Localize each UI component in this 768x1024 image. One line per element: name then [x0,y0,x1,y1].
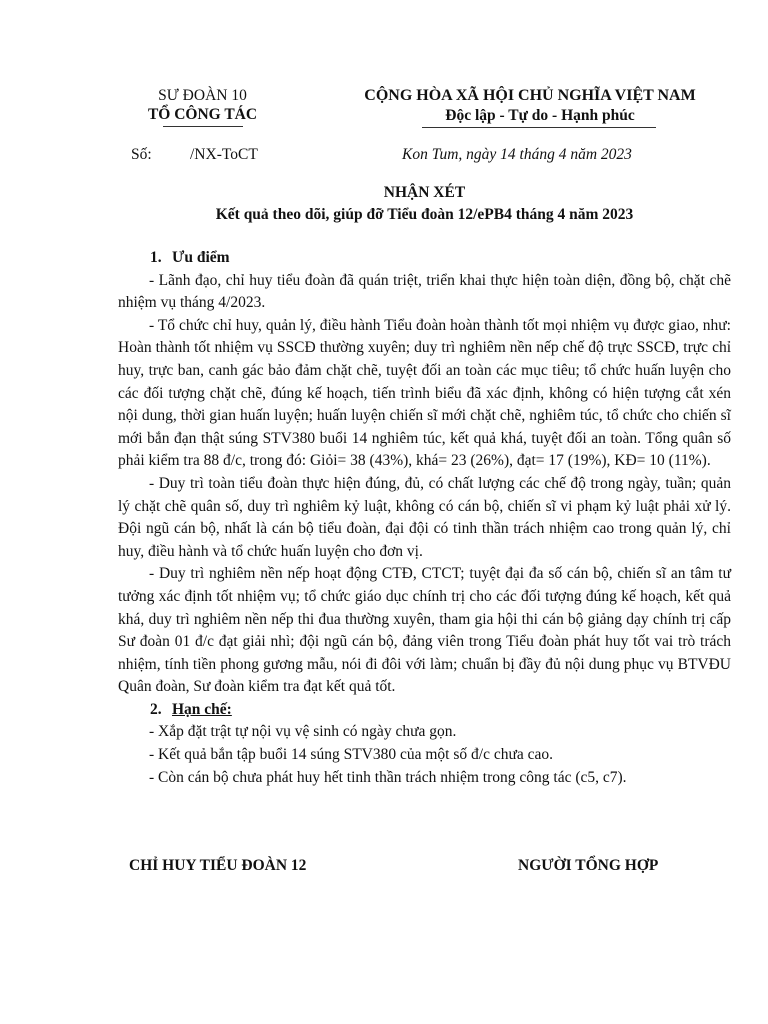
section-1-paragraph: - Duy trì nghiêm nền nếp hoạt động CTĐ, CTCT; tuyệt đại đa số cán bộ, chiến sĩ an tâm tư tưởng xác định tốt nhiệm vụ; tổ chức giáo dục chính trị cho các đối tượng đúng kế hoạch, kết quả khá, duy trì nghiêm nền nếp thi đua thường xuyên, tham gia hội thi cán bộ giảng dạy chính trị cấp Sư đoàn 01 đ/c đạt giải nhì; đội ngũ cán bộ, đảng viên trong Tiểu đoàn phát huy tốt vai trò trách nhiệm, tính tiền phong gương mẫu, nói đi đôi với làm; chuẩn bị đầy đủ nội dung phục vụ BTVĐU Quân đoàn, Sư đoàn kiểm tra đạt kết quả tốt. [118,565,731,696]
section-1-paragraph: - Duy trì toàn tiểu đoàn thực hiện đúng, đủ, có chất lượng các chế độ trong ngày, tuần; quản lý chặt chẽ quân số, duy trì nghiêm kỷ luật, không có cán bộ, chiến sĩ vi phạm kỷ luật phải xử lý. Đội ngũ cán bộ, nhất là cán bộ tiểu đoàn, đại đội có tinh thần trách nhiệm cao trong quản lý, chỉ huy, điều hành và tổ chức huấn luyện cho đơn vị. [118,474,731,560]
place-and-date: Kon Tum, ngày 14 tháng 4 năm 2023 [402,146,632,163]
section-2-item: - Kết quả bắn tập buổi 14 súng STV380 của một số đ/c chưa cao. [149,746,553,764]
section-1-number: 1. [150,249,162,266]
section-1-paragraph: - Lãnh đạo, chỉ huy tiểu đoàn đã quán triệt, triển khai thực hiện toàn diện, đồng bộ, chặt chẽ nhiệm vụ tháng 4/2023. [118,271,731,312]
signature-left-title: CHỈ HUY TIỂU ĐOÀN 12 [129,857,307,874]
left-header-rule [163,126,243,127]
org-name: SƯ ĐOÀN 10 [158,87,247,104]
section-1-heading [118,247,731,270]
section-2-item: - Còn cán bộ chưa phát huy hết tinh thần trách nhiệm trong công tác (c5, c7). [149,768,627,786]
document-title: NHẬN XÉT [383,184,466,201]
section-2-number: 2. [150,700,162,718]
section-1-paragraph: - Tổ chức chỉ huy, quản lý, điều hành Tiểu đoàn hoàn thành tốt mọi nhiệm vụ được giao, như: Hoàn thành tốt nhiệm vụ SSCĐ thường xuyên; duy trì nghiêm nền nếp chế độ trực SSCĐ, trực chỉ huy, trực ban, canh gác bảo đảm chặt chẽ, tuyệt đối an toàn các mục tiêu; tổ chức huấn luyện cho các đối tượng chặt chẽ, đúng kế hoạch, tiến trình biểu đã xác định, không có hiện tượng cắt xén nội dung, thời gian huấn luyện; huấn luyện chiến sĩ mới chặt chẽ, nghiêm túc, tổ chức cho chiến sĩ mới bắn đạn thật súng STV380 buổi 14 nghiêm túc, kết quả khá, tuyệt đối an toàn. Tổng quân số phải kiểm tra 88 đ/c, trong đó: Giỏi= 38 (43%), khá= 23 (26%), đạt= 17 (19%), KĐ= 10 (11%). [118,316,731,470]
country-name: CỘNG HÒA XÃ HỘI CHỦ NGHĨA VIỆT NAM [364,87,696,104]
motto: Độc lập - Tự do - Hạnh phúc [445,107,635,124]
document-number-label: Số: [131,146,152,163]
signature-right-title: NGƯỜI TỔNG HỢP [518,857,659,874]
section-2-heading [118,699,731,722]
section-2-title: Hạn chế: [172,700,232,718]
document-number: /NX-ToCT [190,146,258,163]
right-header-rule [422,127,656,128]
section-1-title: Ưu điểm [172,249,230,266]
document-body [118,247,731,789]
section-2-item: - Xắp đặt trật tự nội vụ vệ sinh có ngày chưa gọn. [149,723,457,741]
unit-name: TỔ CÔNG TÁC [147,106,258,123]
document-subtitle: Kết quả theo dõi, giúp đỡ Tiểu đoàn 12/ePB4 tháng 4 năm 2023 [215,206,634,223]
